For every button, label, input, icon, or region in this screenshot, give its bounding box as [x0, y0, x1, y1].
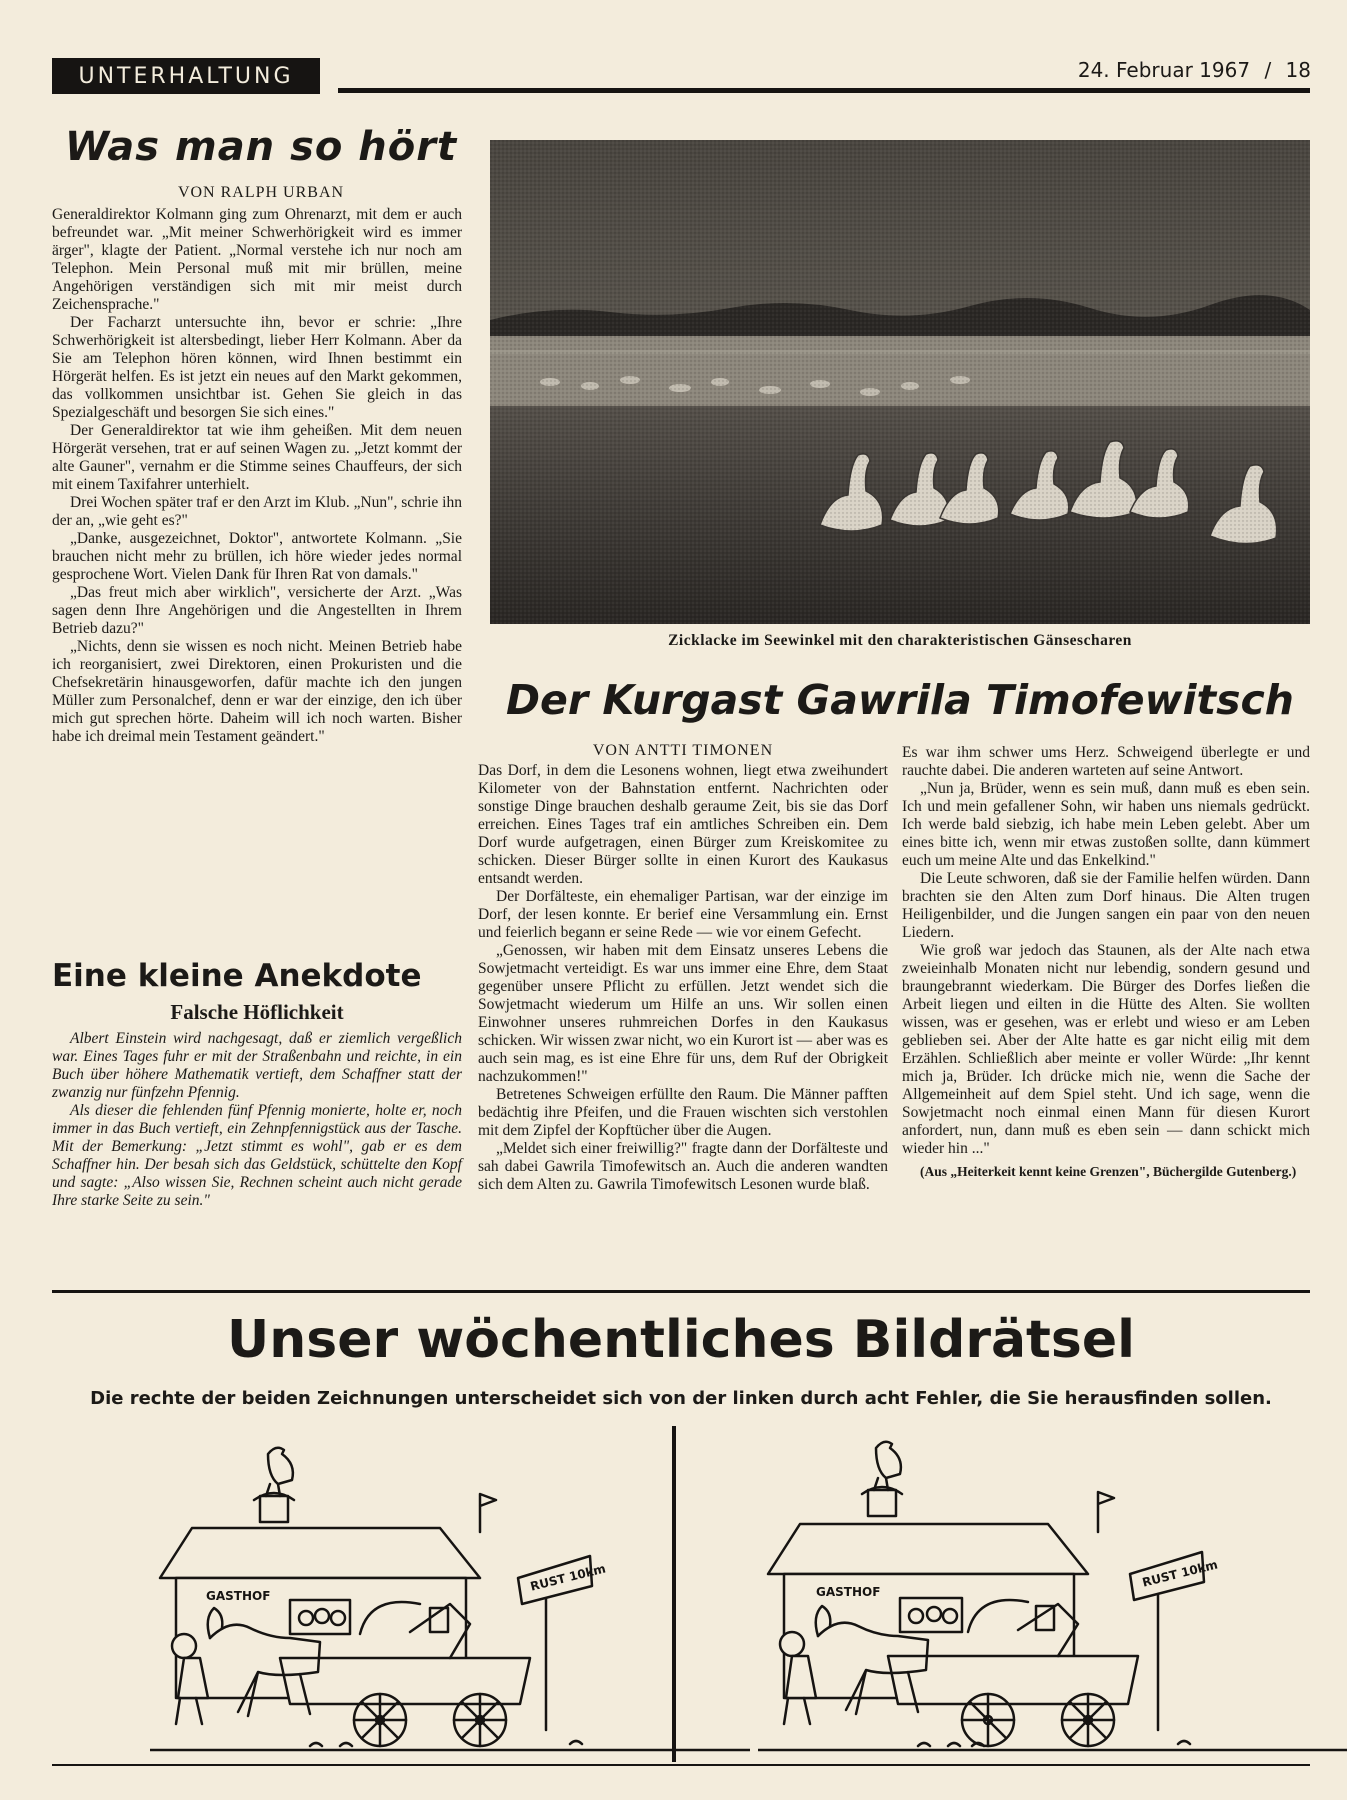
paragraph: Die Leute schworen, daß sie der Familie helfen würden. Dann brachten sie den Alten zum Dorf hinaus. Die Alten trugen Heiligenbilder, und die Jungen sangen ein paar von den neuen Liedern.	[902, 870, 1310, 941]
paragraph: „Genossen, wir haben mit dem Einsatz unseres Lebens die Sowjetmacht verteidigt. Es war uns immer eine Ehre, dem Staat gegenüber unsere Pflicht zu erfüllen. Jetzt wendet sich die Sowjetmacht wiederum um Hilfe an uns. Wir sollen einen Einwohner unseres ruhmreichen Dorfes in den Kaukasus schicken. Wir wissen zwar nicht, wo ein Kurort ist — aber was es auch sein mag, es ist eine Ehre für uns, dem Ruf der Obrigkeit nachzukommen!"	[478, 942, 888, 1085]
raetsel-bottom-rule	[52, 1764, 1310, 1766]
paragraph: Das Dorf, in dem die Lesonens wohnen, liegt etwa zweihundert Kilometer von der Bahnstation entfernt. Nachrichten oder sonstige Dinge brauchen deshalb geraume Zeit, bis sie das Dorf erreichen. Eines Tages traf ein amtliches Schreiben ein. Dem Dorf wurde aufgetragen, einen Bürger zum Kreiskomitee zu schicken. Dieser Bürger sollte in einen Kurort des Kaukasus entsandt werden.	[478, 762, 888, 887]
raetsel-title: Unser wöchentliches Bildrätsel	[227, 1310, 1135, 1370]
paragraph: Der Generaldirektor tat wie ihm geheißen. Mit dem neuen Hörgerät versehen, trat er auf seinen Wagen zu. „Jetzt kommt der alte Gauner", vernahm er die Stimme seines Chauffeurs, der sich mit einem Taxifahrer unterhielt.	[52, 422, 462, 493]
paragraph: Der Facharzt untersuchte ihn, bevor er schrie: „Ihre Schwerhörigkeit ist altersbedingt, lieber Herr Kolmann. Aber da Sie am Telephon hören können, wird Ihnen bestimmt ein Hörgerät helfen. Es ist jetzt ein neues auf den Markt gekommen, das vollkommen unsichtbar ist. Gehen Sie gleich in das Spezialgeschäft und besorgen Sie sich eines."	[52, 314, 462, 421]
article-body	[52, 206, 462, 746]
paragraph: „Nichts, denn sie wissen es noch nicht. Meinen Betrieb habe ich reorganisiert, zwei Direktoren, einen Prokuristen und die Chefsekretärin hinausgeworfen, dafür machte ich den jungen Müller zum Personalchef, denn er war der einzige, den ich über mich gut sprechen hörte. Daheim will ich noch warten. Bisher habe ich dreimal mein Testament geändert."	[52, 638, 462, 745]
article-body-col1	[478, 762, 888, 1194]
paragraph: Albert Einstein wird nachgesagt, daß er ziemlich vergeßlich war. Eines Tages fuhr er mit der Straßenbahn und reichte, in ein Buch über höhere Mathematik vertieft, dem Schaffner statt der zwanzig nur fünfzehn Pfennig.	[52, 1030, 462, 1101]
paragraph: Wie groß war jedoch das Staunen, als der Alte nach etwa zweieinhalb Monaten nicht nur lebendig, sondern gesund und braungebrannt wiederkam. Die Bürger des Dorfes ließen die Arbeit liegen und eilten in die Hütte des Alten. Sie wollten wissen, was er gesehen, was er erlebt und wieso er am Leben geblieben sei. Aber der Alte hatte es gar nicht eilig mit dem Erzählen. Schließlich aber meinte er voller Würde: „Ihr kennt mich ja, Brüder. Ich drücke mich nie, wenn die Sache der Allgemeinheit auf dem Spiel steht. Und ich sage, wenn die Sowjetmacht noch einmal einen Mann für diesen Kurort anfordert, nun, dann muß es eben sein — dann schickt mich wieder hin ..."	[902, 942, 1310, 1157]
anekdote-subtitle: Falsche Höflichkeit	[170, 1000, 344, 1024]
puzzle-drawing-right	[758, 1428, 1347, 1758]
date-separator: /	[1264, 58, 1272, 82]
page-number: 18	[1285, 58, 1311, 82]
puzzle-drawing-left	[150, 1428, 750, 1758]
anekdote-title: Eine kleine Anekdote	[52, 958, 422, 994]
paragraph: „Das freut mich aber wirklich", versicherte der Arzt. „Was sagen denn Ihre Angehörigen und die Angestellten in Ihrem Betrieb dazu?"	[52, 584, 462, 637]
paragraph: „Meldet sich einer freiwillig?" fragte dann der Dorfälteste und sah dabei Gawrila Timofewitsch an. Auch die anderen wandten sich dem Alten zu. Gawrila Timofewitsch Lesonen wurde blaß.	[478, 1140, 888, 1193]
article-body-col2	[902, 744, 1310, 1180]
header-rule	[338, 88, 1310, 93]
inn-sign-left: GASTHOF	[206, 1589, 271, 1603]
paragraph: „Nun ja, Brüder, wenn es sein muß, dann muß es eben sein. Ich und mein gefallener Sohn, wir haben uns niemals gedrückt. Ich werde bald siebzig, ich habe mein Leben gelebt. Aber um eines bitte ich, wenn mir etwas zustoßen sollte, dann kümmert euch um meine Alte und das Enkelkind."	[902, 780, 1310, 869]
section-label: UNTERHALTUNG	[52, 58, 320, 94]
paragraph: Es war ihm schwer ums Herz. Schweigend überlegte er und rauchte dabei. Die anderen warteten auf seine Antwort.	[902, 744, 1310, 779]
raetsel-top-rule	[52, 1290, 1310, 1293]
issue-date	[1070, 58, 1311, 82]
paragraph: Als dieser die fehlenden fünf Pfennig monierte, holte er, noch immer in das Buch vertieft, ein Zehnpfennigstück aus der Tasche. Mit der Bemerkung: „Jetzt stimmt es wohl", gab er es dem Schaffner hin. Der besah sich das Geldstück, schüttelte den Kopf und sagte: „Also wissen Sie, Rechnen scheint auch nicht gerade Ihre starke Seite zu sein."	[52, 1102, 462, 1209]
inn-sign-right: GASTHOF	[816, 1585, 881, 1599]
road-sign-left: RUST 10km	[528, 1561, 608, 1594]
paragraph: Betretenes Schweigen erfüllte den Raum. Die Männer pafften bedächtig ihre Pfeifen, und die Frauen wischten sich verstohlen mit dem Zipfel der Kopftücher über die Augen.	[478, 1086, 888, 1139]
article-title-kurgast: Der Kurgast Gawrila Timofewitsch	[505, 676, 1294, 724]
date-text: 24. Februar 1967	[1077, 58, 1251, 82]
paragraph: Generaldirektor Kolmann ging zum Ohrenarzt, mit dem er auch befreundet war. „Mit meiner Schwerhörigkeit wird es immer ärger", klagte der Patient. „Normal verstehe ich nur noch am Telephon. Mein Personal muß mit mir brüllen, meine Angehörigen verständigen sich mit mir meist durch Zeichensprache."	[52, 206, 462, 313]
source-note: (Aus „Heiterkeit kennt keine Grenzen", Büchergilde Gutenberg.)	[920, 1164, 1297, 1179]
paragraph: „Danke, ausgezeichnet, Doktor", antwortete Kolmann. „Sie brauchen nicht mehr zu brüllen, ich höre wieder jedes normal gesprochene Wort. Vielen Dank für Ihren Rat von damals."	[52, 530, 462, 583]
article-byline: VON RALPH URBAN	[177, 184, 345, 201]
geese-photo	[490, 140, 1310, 624]
raetsel-instructions: Die rechte der beiden Zeichnungen unterscheidet sich von der linken durch acht Fehler, die Sie herausfinden sollen.	[90, 1388, 1272, 1409]
article-title-was-man-so-hoert: Was man so hört	[64, 124, 458, 170]
paragraph: Drei Wochen später traf er den Arzt im Klub. „Nun", schrie ihn der an, „wie geht es?"	[52, 494, 462, 529]
article-byline: VON ANTTI TIMONEN	[592, 742, 774, 759]
anekdote-body	[52, 1030, 462, 1210]
road-sign-right: RUST 10km	[1140, 1557, 1220, 1590]
photo-caption: Zicklacke im Seewinkel mit den charakteristischen Gänsescharen	[668, 632, 1132, 649]
paragraph: Der Dorfälteste, ein ehemaliger Partisan, war der einzige im Dorf, der lesen konnte. Er berief eine Versammlung ein. Ernst und feierlich begann er seine Rede — wie vor einem Gefecht.	[478, 888, 888, 941]
